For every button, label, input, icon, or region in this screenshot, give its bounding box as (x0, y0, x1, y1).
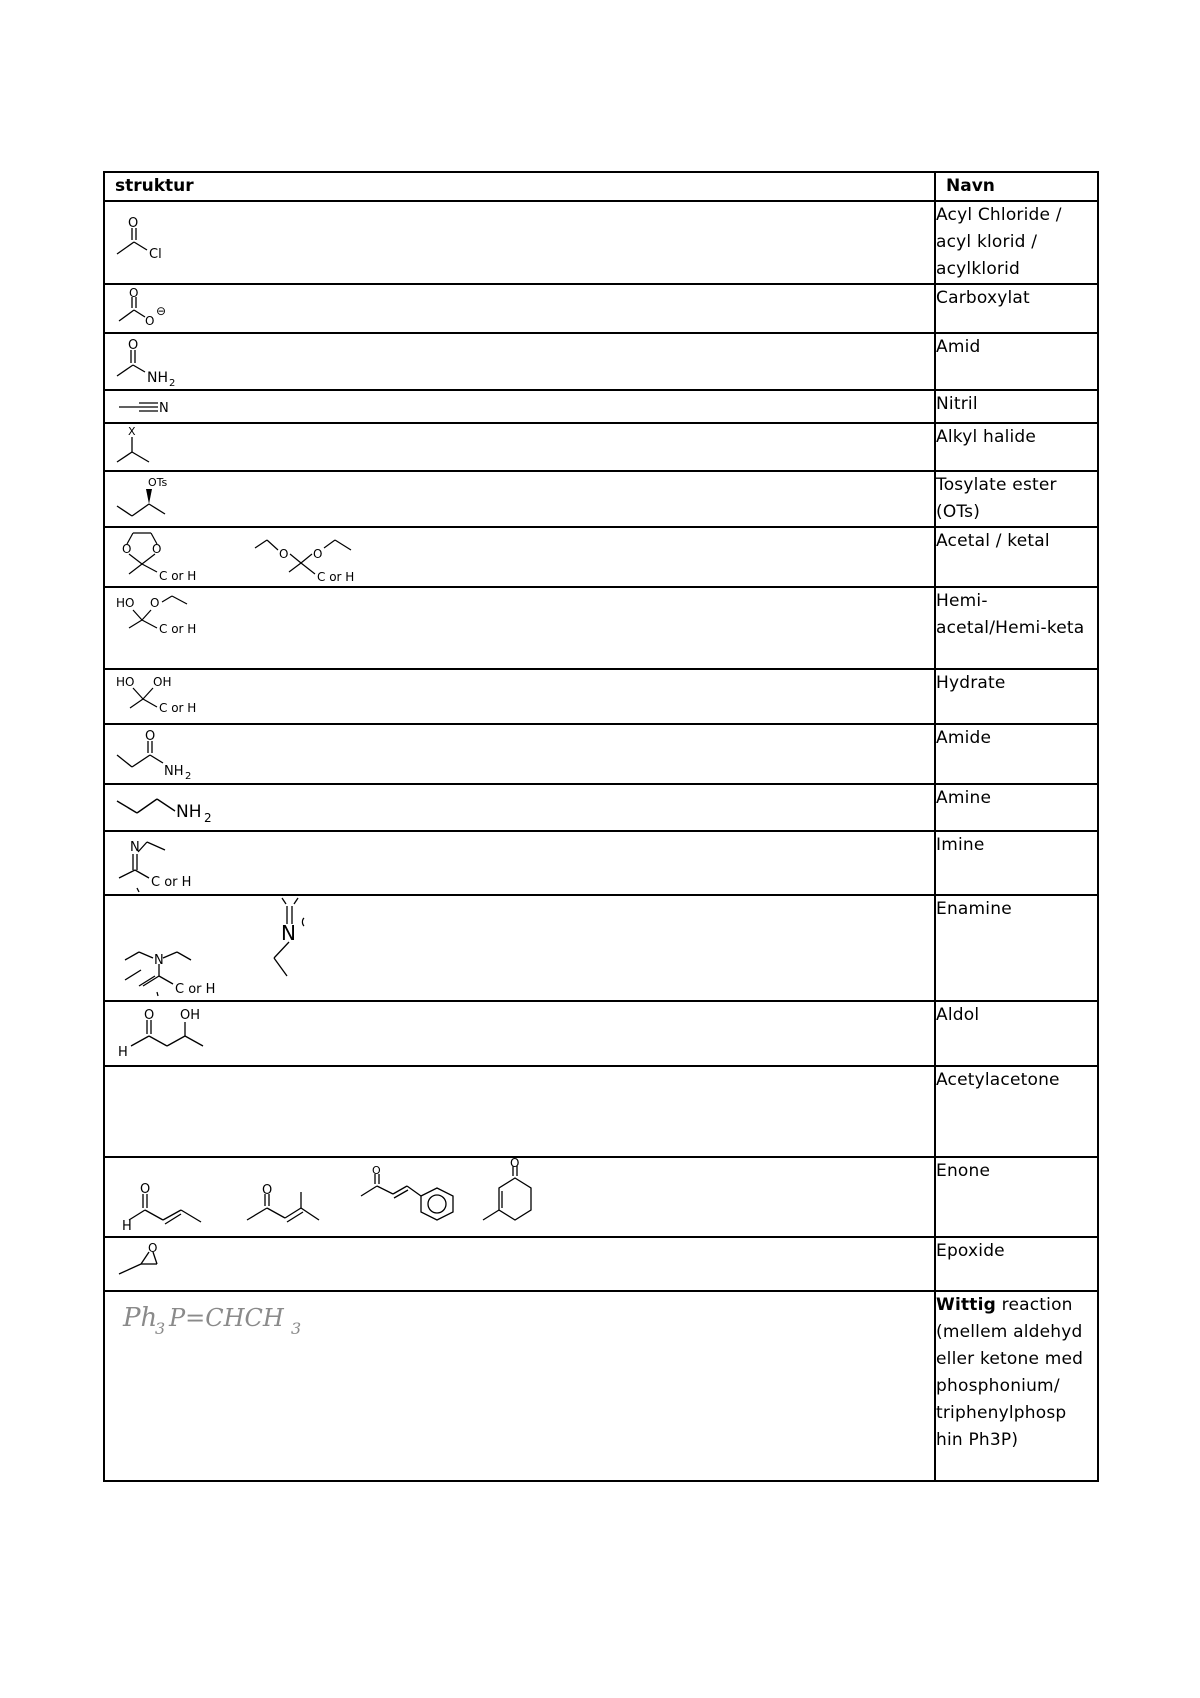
group-name: Aldol (935, 1001, 1098, 1066)
atom-label: N (154, 953, 164, 968)
atom-label: HO (116, 596, 135, 610)
carboxylate-structure (105, 285, 305, 333)
epoxide-structure (105, 1238, 305, 1290)
tosylate-structure (105, 472, 305, 526)
structure-hemiacetal (104, 587, 935, 669)
atom-label: C or H (159, 622, 197, 636)
group-name: Enone (935, 1157, 1098, 1237)
wittig-description: reaction (mellem aldehyd eller ketone med phosphonium/ triphenylphosp hin Ph3P) (936, 1295, 1084, 1450)
group-name: Tosylate ester (OTs) (935, 471, 1098, 527)
group-name: Amide (935, 724, 1098, 784)
table-row (104, 423, 1098, 471)
table-row (104, 1001, 1098, 1066)
structure-enone (104, 1157, 935, 1237)
atom-label: O (279, 547, 289, 561)
group-name: Amid (935, 333, 1098, 390)
structure-epoxide (104, 1237, 935, 1291)
structure-acetylacetone (104, 1066, 935, 1157)
atom-label: O (129, 286, 139, 300)
wittig-handwriting (105, 1292, 365, 1342)
atom-label: O (372, 1164, 381, 1177)
structure-tosylate (104, 471, 935, 527)
atom-label: C or H (317, 570, 355, 584)
table-row (104, 333, 1098, 390)
atom-label: O (262, 1183, 273, 1198)
amide-structure (105, 725, 305, 783)
atom-label: H (118, 1045, 128, 1060)
atom-label: OTs (148, 476, 168, 489)
atom-label: HO (116, 675, 135, 689)
header-row (104, 172, 1098, 201)
hydrate-structure (105, 670, 305, 724)
group-name: Epoxide (935, 1237, 1098, 1291)
atom-label: O (313, 547, 323, 561)
subscript-label: 2 (185, 771, 192, 782)
group-name: Enamine (935, 895, 1098, 1001)
atom-label: O (145, 729, 156, 744)
acetal-structure (105, 528, 505, 588)
atom-label: Cl (149, 247, 162, 262)
charge-label: ⊖ (156, 304, 167, 318)
structure-nitril (104, 390, 935, 423)
atom-label: N (159, 401, 169, 416)
table-row (104, 724, 1098, 784)
handwritten-text: P=CHCH (169, 1304, 284, 1332)
group-name: Hydrate (935, 669, 1098, 724)
table-row (104, 1157, 1098, 1237)
table-row (104, 895, 1098, 1001)
group-name: Hemi-acetal/Hemi-keta (935, 587, 1098, 669)
atom-label: O (128, 216, 139, 231)
atom-label: NH (176, 802, 202, 822)
atom-label: NH (164, 764, 184, 779)
enamine-structure (105, 896, 405, 1000)
table-row (104, 284, 1098, 333)
structure-aldol (104, 1001, 935, 1066)
group-name (935, 1291, 1098, 1481)
structure-alkyl-halide (104, 423, 935, 471)
table-row (104, 1237, 1098, 1291)
structure-hydrate (104, 669, 935, 724)
table-row (104, 471, 1098, 527)
group-name: Nitril (935, 390, 1098, 423)
atom-label: N (130, 840, 140, 855)
atom-label: N (281, 921, 296, 945)
structure-carboxylate (104, 284, 935, 333)
table-row (104, 390, 1098, 423)
group-name: Acetylacetone (935, 1066, 1098, 1157)
group-name: Alkyl halide (935, 423, 1098, 471)
aldol-structure (105, 1002, 305, 1066)
header-name: Navn (935, 172, 1098, 201)
table-row (104, 527, 1098, 587)
handwritten-subscript: 3 (155, 1319, 166, 1338)
structure-amine (104, 784, 935, 831)
atom-label: O (145, 314, 155, 328)
table-row (104, 669, 1098, 724)
acyl-chloride-structure (105, 202, 305, 282)
handwritten-text: Ph (123, 1303, 158, 1333)
header-structure: struktur (104, 172, 935, 201)
atom-label: O (150, 596, 160, 610)
atom-label: O (140, 1182, 151, 1197)
structure-enamine (104, 895, 935, 1001)
table-row (104, 784, 1098, 831)
structure-acetal (104, 527, 935, 587)
group-name: Amine (935, 784, 1098, 831)
amine-structure (105, 785, 305, 831)
amid-structure (105, 334, 305, 390)
table-row (104, 201, 1098, 284)
hemiacetal-structure (105, 588, 305, 668)
structure-amid (104, 333, 935, 390)
handwritten-subscript: 3 (291, 1319, 302, 1338)
structure-amide (104, 724, 935, 784)
subscript-label: 2 (169, 378, 176, 389)
table-row (104, 831, 1098, 895)
atom-label: O (144, 1008, 155, 1023)
structure-wittig-reagent (104, 1291, 935, 1481)
atom-label: H (122, 1219, 132, 1234)
atom-label: O (122, 542, 132, 556)
imine-structure (105, 832, 305, 894)
atom-label: O (152, 542, 162, 556)
structure-imine (104, 831, 935, 895)
nitril-structure (105, 391, 305, 423)
group-name: Carboxylat (935, 284, 1098, 333)
table-row (104, 1291, 1098, 1481)
functional-groups-table (103, 171, 1099, 1482)
atom-label: C or H (151, 875, 192, 890)
atom-label: OH (153, 675, 172, 689)
atom-label: C or H (159, 569, 197, 583)
group-name: Acyl Chloride / acyl klorid / acylklorid (935, 201, 1098, 284)
atom-label: C or H (175, 982, 216, 997)
atom-label: X (128, 425, 136, 438)
table-row (104, 587, 1098, 669)
alkyl-halide-structure (105, 424, 305, 470)
atom-label: O (148, 1241, 158, 1255)
atom-label: OH (180, 1008, 201, 1023)
atom-label: NH (147, 370, 168, 386)
group-name: Acetal / ketal (935, 527, 1098, 587)
enone-structures (105, 1158, 565, 1236)
table-row (104, 1066, 1098, 1157)
structure-acyl-chloride (104, 201, 935, 284)
atom-label: O (510, 1158, 520, 1170)
atom-label: O (128, 338, 139, 353)
subscript-label: 2 (204, 811, 212, 825)
group-name: Imine (935, 831, 1098, 895)
wittig-bold: Wittig (936, 1295, 997, 1315)
atom-label: C or H (159, 701, 197, 715)
